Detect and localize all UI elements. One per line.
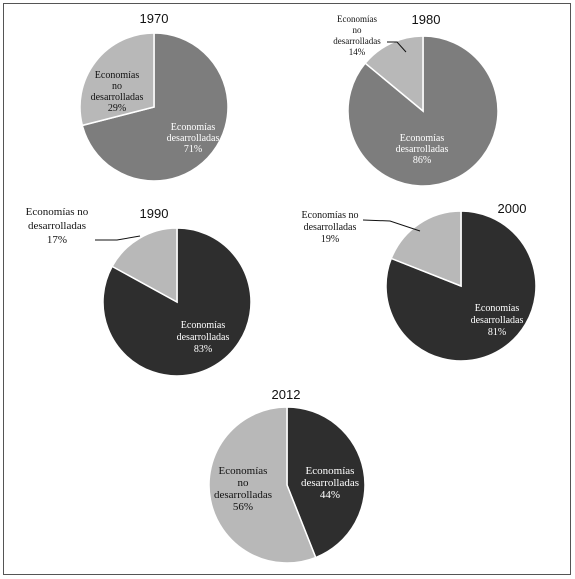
pie-label-line: 14% [348,47,366,57]
pie-1970-title: 1970 [139,11,169,26]
pie-label-line: 19% [320,234,340,245]
pie-label-line: no [237,477,249,489]
pie-label-line: 44% [319,489,341,501]
pie-label-line: Economías [474,303,520,314]
pie-label-line: desarrolladas [176,332,230,343]
pie-2012-title: 2012 [271,387,301,402]
pie-label-line: desarrolladas [166,133,220,144]
pie-label-line: desarrolladas [303,222,357,233]
pie-label-line: 71% [183,144,203,155]
pie-label-line: 81% [487,327,507,338]
pie-label-line: Economías [170,122,216,133]
pie-label-line: Economías [218,465,268,477]
pie-1990-leader-line [95,236,140,240]
pie-label-line: Economías [305,465,355,477]
pie-label-line: Economías [337,14,377,24]
pie-label-line: desarrolladas [90,92,144,103]
pie-label-line: 86% [412,155,432,166]
pie-label-line: no [112,81,122,92]
pie-label-line: 17% [46,234,68,246]
pie-1990-title: 1990 [139,206,169,221]
pie-label-line: Economías [94,70,140,81]
pie-label-line: desarrolladas [395,144,449,155]
pie-1990-label-no-desarrolladas [26,206,89,246]
pie-2000-title: 2000 [497,201,527,216]
pie-label-line: Economías [399,133,445,144]
pie-label-line: desarrolladas [27,220,87,232]
pie-1980-title: 1980 [411,12,441,27]
pie-label-line: 83% [193,344,213,355]
pie-label-line: no [352,25,362,35]
pie-1980-label-no-desarrolladas [333,14,381,57]
pie-label-line: 56% [232,501,254,513]
pie-label-line: 29% [107,103,127,114]
pie-2000-label-no-desarrolladas [302,210,359,245]
pie-label-line: desarrolladas [213,489,273,501]
pie-label-line: Economías no [25,206,89,218]
pie-label-line: Economías [180,320,226,331]
pie-label-line: desarrolladas [333,36,381,46]
pie-label-line: desarrolladas [470,315,524,326]
pie-label-line: desarrolladas [300,477,360,489]
pie-label-line: Economías no [301,210,359,221]
